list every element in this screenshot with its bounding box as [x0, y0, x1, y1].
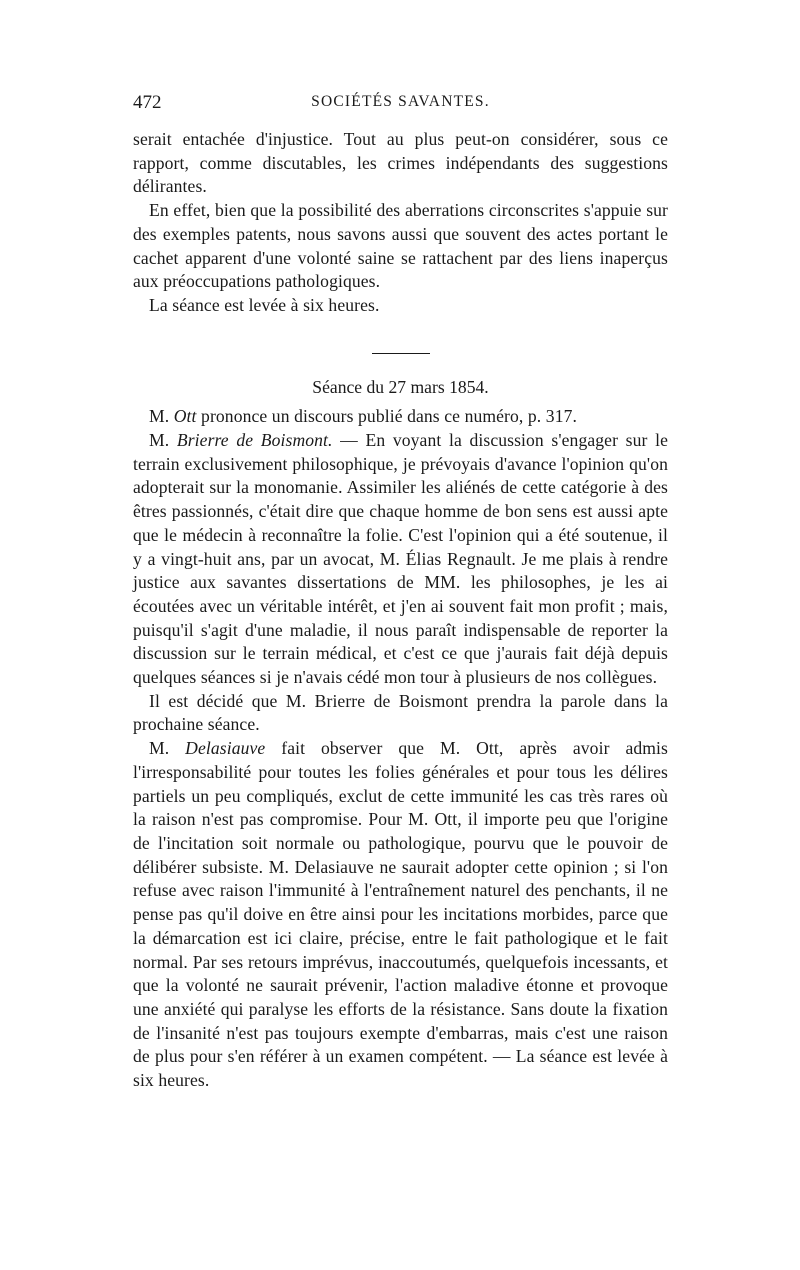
speaker-prefix: M.	[149, 406, 174, 427]
paragraph-continuation: serait entachée d'injustice. Tout au plus peut-on considérer, sous ce rapport, comme discutables, les crimes indépendants des suggestions délirantes.	[133, 129, 668, 197]
page-header	[133, 92, 668, 116]
speaker-prefix: M.	[149, 430, 177, 451]
paragraph-delasiauve	[133, 737, 668, 1093]
page-body	[133, 128, 668, 1093]
paragraph-text: — En voyant la discussion s'engager sur le terrain exclusivement philosophique, je prévoyais d'avance l'opinion qu'on adopterait sur la monomanie. Assimiler les aliénés de cette catégorie à des êtres passionnés, c'était dire que chaque homme de bon sens est aussi apte que le médecin à reconnaître la folie. C'est l'opinion qui a été soutenue, il y a vingt-huit ans, par un avocat, M. Élias Regnault. Je me plais à rendre justice aux savantes dissertations de MM. les philosophes, je les ai écoutées avec un véritable intérêt, et j'en ai souvent fait mon profit ; mais, puisqu'il s'agit d'une maladie, il nous paraît indispensable de reporter la discussion sur le terrain médical, et c'est ce que j'aurais fait déjà depuis quelques séances si je n'avais cédé mon tour à plusieurs de nos collègues.	[133, 430, 668, 688]
paragraph-ott	[133, 405, 668, 429]
speaker-name: Brierre de Boismont.	[176, 430, 333, 451]
paragraph-en-effet: En effet, bien que la possibilité des aberrations circonscrites s'appuie sur des exemples patents, nous savons aussi que souvent des actes portant le cachet apparent d'une volonté saine se rattachent par des liens inaperçus aux préoccupations pathologiques.	[133, 200, 668, 292]
paragraph-text: prononce un discours publié dans ce numéro, p. 317.	[196, 406, 577, 427]
section-divider	[372, 353, 430, 354]
session-heading: Séance du 27 mars 1854.	[312, 376, 489, 397]
paragraph-seance-levee: La séance est levée à six heures.	[149, 294, 380, 315]
speaker-name: Ott	[173, 406, 197, 427]
speaker-prefix: M.	[149, 738, 186, 759]
page-number: 472	[133, 92, 162, 113]
paragraph-decision: Il est décidé que M. Brierre de Boismont prendra la parole dans la prochaine séance.	[133, 690, 668, 735]
paragraph-brierre	[133, 429, 668, 690]
speaker-name: Delasiauve	[185, 738, 266, 759]
running-title: SOCIÉTÉS SAVANTES.	[311, 93, 490, 110]
paragraph-text: fait observer que M. Ott, après avoir admis l'irresponsabilité pour toutes les folies générales et pour tous les délires partiels un peu compliqués, exclut de cette immunité les cas très rares où la raison n'est pas compromise. Pour M. Ott, il importe peu que l'origine de l'incitation soit normale ou pathologique, pourvu que le pouvoir de délibérer subsiste. M. Delasiauve ne saurait adopter cette opinion ; si l'on refuse avec raison l'immunité à l'entraînement naturel des penchants, il ne pense pas qu'il doive en être ainsi pour les incitations morbides, parce que la démarcation est ici claire, précise, entre le fait pathologique et le fait normal. Par ses retours imprévus, inaccoutumés, quelquefois incessants, et que la volonté ne saurait prévenir, l'action maladive étonne et provoque une anxiété qui paralyse les efforts de la résistance. Sans doute la fixation de l'insanité n'est pas toujours exempte d'embarras, mais c'est une raison de plus pour s'en référer à un examen compétent. — La séance est levée à six heures.	[133, 738, 668, 1091]
